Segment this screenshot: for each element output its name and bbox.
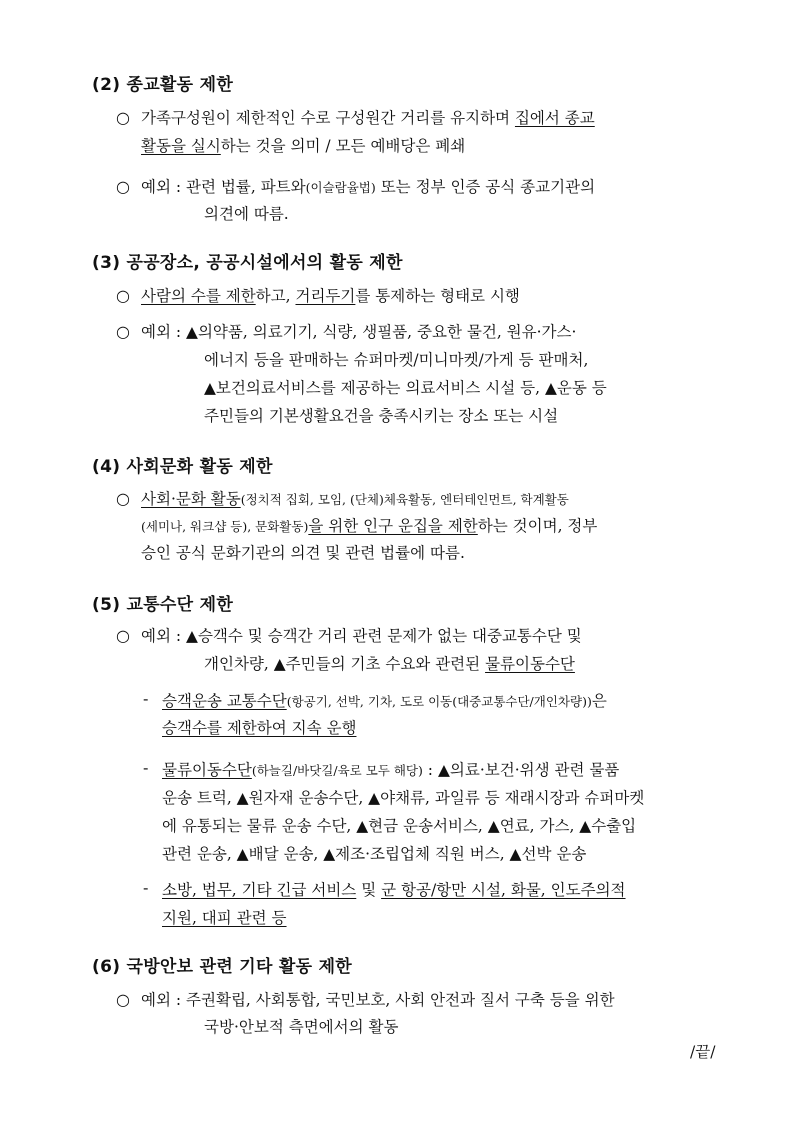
s3-b2-line3: ▲보건의료서비스를 제공하는 의료서비스 시설 등, ▲운동 등 xyxy=(204,379,607,397)
s6-b1-line1: 예외 : 주권확립, 사회통합, 국민보호, 사회 안전과 질서 구축 등을 위한 xyxy=(141,991,615,1009)
dash-marker: - xyxy=(143,758,149,777)
bullet-icon: ○ xyxy=(116,108,130,127)
section-3-heading: (3) 공공장소, 공공시설에서의 활동 제한 xyxy=(92,253,403,273)
s6-b1-line2: 국방·안보적 측면에서의 활동 xyxy=(204,1018,399,1036)
bullet-icon: ○ xyxy=(116,286,130,305)
section-6-heading: (6) 국방안보 관련 기타 활동 제한 xyxy=(92,957,353,977)
s4-b1-line2: (세미나, 워크샵 등), 문화활동)을 위한 인구 운집을 제한하는 것이며, 정부 xyxy=(141,517,598,535)
s5-b1-line2: 개인차량, ▲주민들의 기초 수요와 관련된 물류이동수단 xyxy=(204,655,575,673)
s5-b1-line1: 예외 : ▲승객수 및 승객간 거리 관련 문제가 없는 대중교통수단 및 xyxy=(141,627,582,645)
s2-b1-line1: 가족구성원이 제한적인 수로 구성원간 거리를 유지하며 집에서 종교 xyxy=(141,109,595,127)
s5-d2-line1: 물류이동수단(하늘길/바닷길/육로 모두 해당) : ▲의료·보건·위생 관련 물품 xyxy=(162,761,620,779)
bullet-icon: ○ xyxy=(116,322,130,341)
s4-b1-line1: 사회·문화 활동(정치적 집회, 모임, (단체)체육활동, 엔터테인먼트, 학계활동 xyxy=(141,490,569,508)
s5-d1-line2: 승객수를 제한하여 지속 운행 xyxy=(162,719,357,737)
s3-b2-line1: 예외 : ▲의약품, 의료기기, 식량, 생필품, 중요한 물건, 원유·가스· xyxy=(141,323,577,341)
s5-d3-line2: 지원, 대피 관련 등 xyxy=(162,909,287,927)
dash-marker: - xyxy=(143,689,149,708)
s3-b1-line1: 사람의 수를 제한하고, 거리두기를 통제하는 형태로 시행 xyxy=(141,287,520,305)
s5-d3-line1: 소방, 법무, 기타 긴급 서비스 및 군 항공/항만 시설, 화물, 인도주의적 xyxy=(162,881,626,899)
s3-b2-line4: 주민들의 기본생활요건을 충족시키는 장소 또는 시설 xyxy=(204,407,559,425)
s2-b1-line2: 활동을 실시하는 것을 의미 / 모든 예배당은 폐쇄 xyxy=(141,137,466,155)
bullet-icon: ○ xyxy=(116,626,130,645)
bullet-icon: ○ xyxy=(116,177,130,196)
s5-d2-line4: 관련 운송, ▲배달 운송, ▲제조·조립업체 직원 버스, ▲선박 운송 xyxy=(162,845,587,863)
section-5-heading: (5) 교통수단 제한 xyxy=(92,595,234,615)
s2-b2-line1: 예외 : 관련 법률, 파트와(이슬람율법) 또는 정부 인증 공식 종교기관의 xyxy=(141,178,596,196)
s2-b2-line2: 의견에 따름. xyxy=(204,205,289,223)
s5-d2-line3: 에 유통되는 물류 운송 수단, ▲현금 운송서비스, ▲연료, 가스, ▲수출입 xyxy=(162,817,637,835)
bullet-icon: ○ xyxy=(116,489,130,508)
dash-marker: - xyxy=(143,878,149,897)
end-mark: /끝/ xyxy=(690,1043,716,1061)
bullet-icon: ○ xyxy=(116,990,130,1009)
s5-d1-line1: 승객운송 교통수단(항공기, 선박, 기차, 도로 이동(대중교통수단/개인차량))은 xyxy=(162,692,607,710)
s5-d2-line2: 운송 트럭, ▲원자재 운송수단, ▲야채류, 과일류 등 재래시장과 슈퍼마켓 xyxy=(162,789,645,807)
s4-b1-line3: 승인 공식 문화기관의 의견 및 관련 법률에 따름. xyxy=(141,544,465,562)
s3-b2-line2: 에너지 등을 판매하는 슈퍼마켓/미니마켓/가게 등 판매처, xyxy=(204,351,589,369)
section-2-heading: (2) 종교활동 제한 xyxy=(92,75,234,95)
section-4-heading: (4) 사회문화 활동 제한 xyxy=(92,457,273,477)
